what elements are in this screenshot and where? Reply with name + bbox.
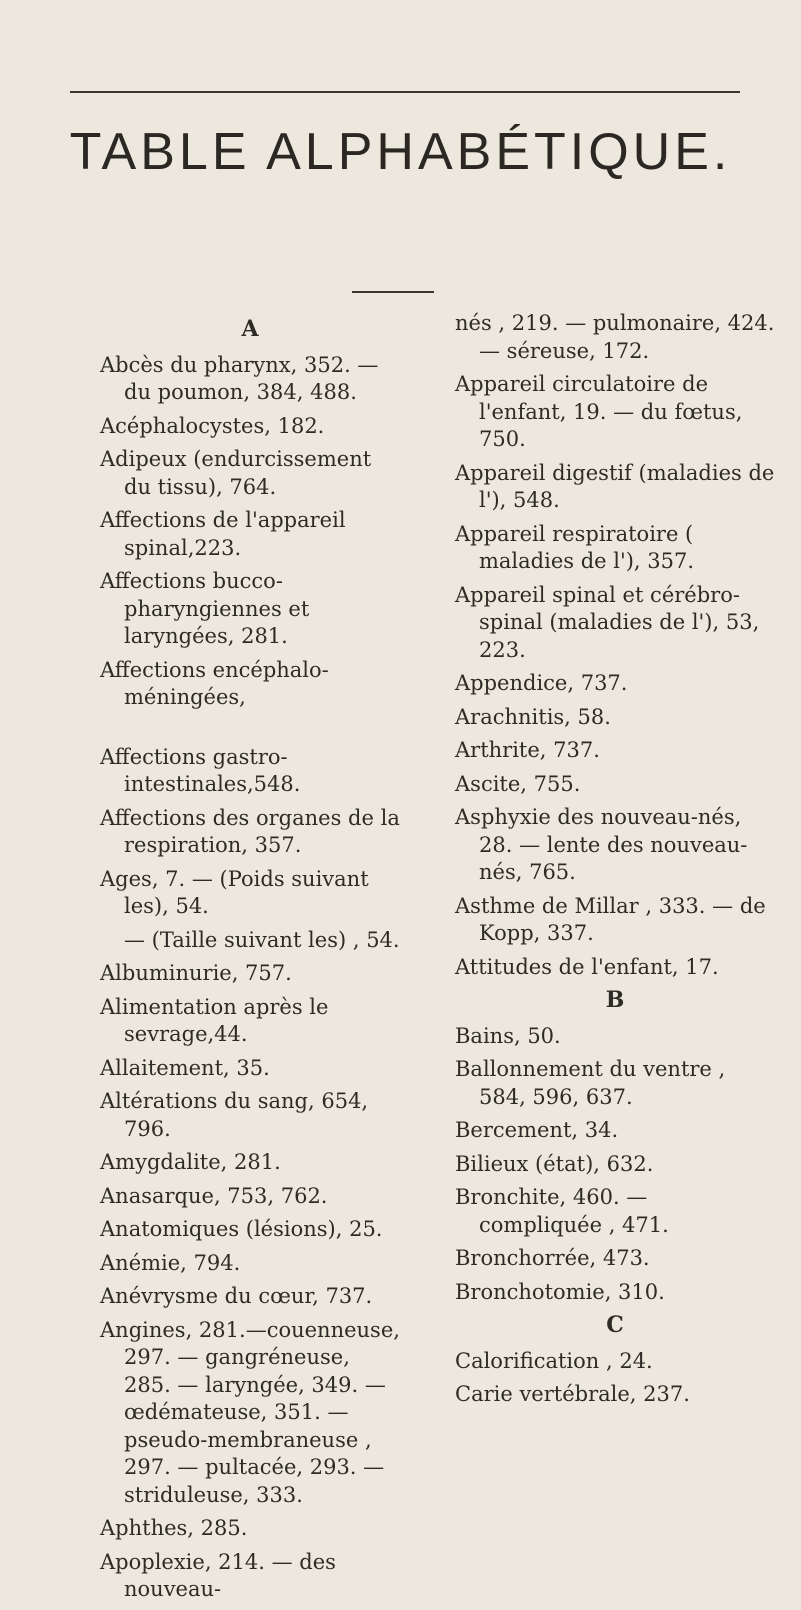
index-entry: — (Taille suivant les) , 54. [124,927,400,952]
index-entry: Calorification , 24. [455,1348,653,1373]
index-entry: Bercement, 34. [455,1118,619,1142]
index-entry: Anémie, 794. [100,1250,241,1275]
index-entry: Anatomiques (lésions), 25. [100,1217,383,1241]
index-entry: Affections gastro-intestinales,548. [100,744,301,796]
index-entry: Bronchotomie, 310. [455,1279,665,1304]
index-entry: Asthme de Millar , 333. — de Kopp, 337. [455,893,766,945]
index-entry: Carie vertébrale, 237. [455,1382,690,1406]
section-letter-c: C [606,1312,624,1338]
index-entry: Bronchite, 460. — compliquée , 471. [455,1185,669,1237]
index-entry: Affections bucco-pharyngiennes et laryngées, 281. [100,569,310,648]
index-entry: Aphthes, 285. [100,1516,248,1540]
entry-gap [100,718,400,744]
index-entry: Bains, 50. [455,1023,561,1048]
index-entry: Appendice, 737. [455,671,628,695]
index-entry: Angines, 281.—couenneuse, 297. — gangréneuse, 285. — laryngée, 349. — œdémateuse, 351. — pseudo-membraneuse , 297. — pultacée, 293. — striduleuse, 333. [100,1317,400,1507]
index-entry: Abcès du pharynx, 352. — du poumon, 384, 488. [100,352,379,404]
index-entry: Appareil spinal et cérébro-spinal (maladies de l'), 53, 223. [455,582,760,662]
top-rule [70,91,740,93]
index-entry: Bronchorrée, 473. [455,1246,650,1270]
index-entry: Ascite, 755. [455,771,581,796]
index-entry: Appareil digestif (maladies de l'), 548. [455,460,775,512]
index-entry: Affections de l'appareil spinal,223. [100,508,346,560]
index-entry: Appareil circulatoire de l'enfant, 19. — du fœtus, 750. [455,372,743,451]
index-entry-continuation: nés , 219. — pulmonaire, 424. — séreuse, 172. [455,311,775,363]
index-entry: Ages, 7. — (Poids suivant les), 54. [100,866,369,918]
index-entry: Affections des organes de la respiration, 357. [100,805,400,857]
index-entry: Anasarque, 753, 762. [100,1183,328,1208]
index-entry: Allaitement, 35. [100,1055,270,1080]
index-entry: Arachnitis, 58. [455,704,611,729]
index-column-left [100,310,400,1610]
index-entry: Arthrite, 737. [455,738,600,762]
index-entry: Apoplexie, 214. — des nouveau- [100,1549,336,1601]
index-entry: Bilieux (état), 632. [455,1151,654,1176]
index-entry: Attitudes de l'enfant, 17. [455,954,719,979]
page-title: TABLE ALPHABÉTIQUE. [69,123,732,181]
index-entry: Amygdalite, 281. [100,1150,281,1174]
index-entry: Affections encéphalo-méningées, [100,657,329,709]
section-letter-b: B [605,987,625,1013]
index-entry: Ballonnement du ventre , 584, 596, 637. [455,1057,726,1109]
section-letter-a: A [241,316,259,342]
index-entry: Altérations du sang, 654, 796. [100,1089,369,1141]
index-column-right [455,310,775,1415]
index-entry: Anévrysme du cœur, 737. [100,1284,373,1308]
index-entry: Acéphalocystes, 182. [100,413,325,438]
index-entry: Asphyxie des nouveau-nés, 28. — lente des nouveau-nés, 765. [455,805,748,884]
index-entry: Albuminurie, 757. [100,961,292,985]
index-entry: Appareil respiratoire ( maladies de l'), 357. [455,521,695,573]
title-underline [352,291,434,293]
index-entry: Alimentation après le sevrage,44. [100,994,329,1046]
index-entry: Adipeux (endurcissement du tissu), 764. [100,447,372,499]
